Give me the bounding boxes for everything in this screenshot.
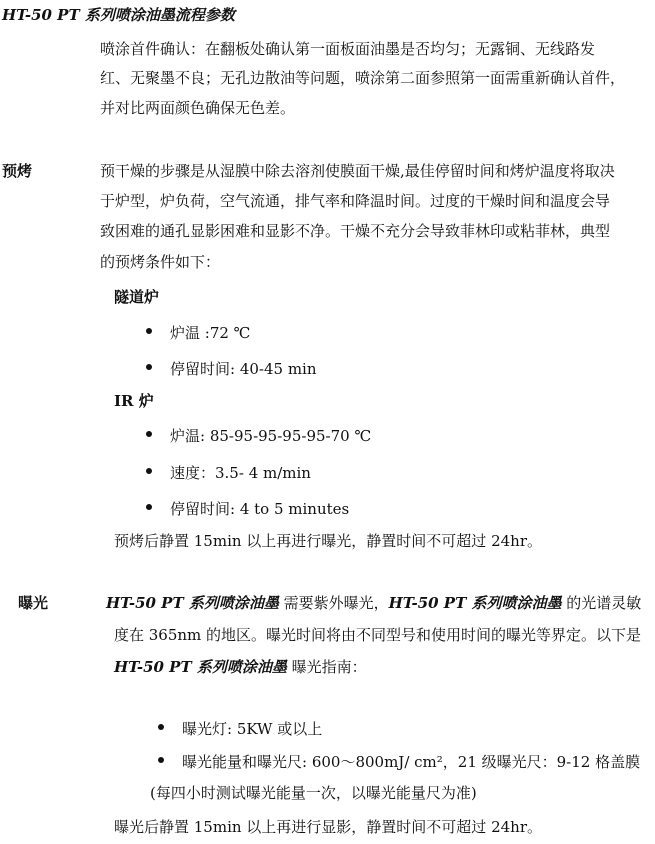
tunnel-bullet-temp-text: 炉温 :72 ℃ bbox=[170, 324, 251, 342]
exposure-bullet-lamp-text: 曝光灯: 5KW 或以上 bbox=[182, 720, 323, 738]
exposure-note: 曝光后静置 15min 以上再进行显影，静置时间不可超过 24hr。 bbox=[114, 818, 542, 836]
bullet-dot bbox=[146, 364, 152, 370]
tunnel-bullet-time-text: 停留时间: 40-45 min bbox=[170, 360, 317, 378]
ir-bullet-time-text: 停留时间: 4 to 5 minutes bbox=[170, 500, 350, 518]
exposure-bullet-energy bbox=[182, 751, 640, 772]
document-title: HT-50 PT 系列喷涂油墨流程参数 bbox=[2, 6, 235, 24]
exposure-line-2: 度在 365nm 的地区。曝光时间将由不同型号和使用时间的曝光等界定。以下是 bbox=[114, 626, 642, 644]
ir-bullet-temp-text: 炉温: 85-95-95-95-95-70 ℃ bbox=[170, 427, 372, 445]
prebake-note: 预烤后静置 15min 以上再进行曝光，静置时间不可超过 24hr。 bbox=[114, 532, 542, 550]
prebake-line-2: 于炉型，炉负荷，空气流通，排气率和降温时间。过度的干燥时间和温度会导 bbox=[100, 192, 611, 210]
exposure-line-1-a: 需要紫外曝光， bbox=[278, 594, 389, 612]
exposure-line-3-b: 曝光指南： bbox=[286, 658, 367, 676]
prebake-label: 预烤 bbox=[2, 162, 33, 180]
intro-line-3: 并对比两面颜色确保无色差。 bbox=[100, 99, 296, 117]
exposure-label: 曝光 bbox=[18, 594, 49, 612]
ir-bullet-speed bbox=[170, 462, 311, 483]
bullet-dot bbox=[146, 468, 152, 474]
ir-oven-heading: IR 炉 bbox=[114, 392, 154, 410]
exposure-paren-note: (每四小时测试曝光能量一次，以曝光能量尺为准) bbox=[150, 784, 477, 802]
tunnel-bullet-time bbox=[170, 358, 317, 379]
prebake-line-1: 预干燥的步骤是从湿膜中除去溶剂使膜面干燥,最佳停留时间和烤炉温度将取决 bbox=[100, 162, 615, 180]
exposure-bullet-lamp bbox=[182, 718, 322, 739]
intro-line-2: 红、无聚墨不良；无孔边散油等问题，喷涂第二面参照第一面需重新确认首件， bbox=[100, 69, 626, 87]
ir-bullet-time bbox=[170, 498, 349, 519]
bullet-dot bbox=[146, 504, 152, 510]
product-name: HT-50 PT 系列喷涂油墨 bbox=[114, 658, 287, 676]
bullet-dot bbox=[146, 328, 152, 334]
bullet-dot bbox=[158, 724, 164, 730]
exposure-bullet-energy-text: 曝光能量和曝光尺: 600～800mJ/ cm²，21 级曝光尺：9-12 格盖膜 bbox=[182, 753, 641, 771]
bullet-dot bbox=[146, 431, 152, 437]
tunnel-bullet-temp bbox=[170, 322, 250, 343]
ir-bullet-speed-text: 速度：3.5- 4 m/min bbox=[170, 464, 311, 482]
bullet-dot bbox=[158, 757, 164, 763]
prebake-line-4: 的预烤条件如下： bbox=[100, 253, 221, 271]
exposure-line-1 bbox=[106, 592, 641, 613]
intro-line-1: 喷涂首件确认：在翻板处确认第一面板面油墨是否均匀；无露铜、无线路发 bbox=[100, 40, 596, 58]
prebake-line-3: 致困难的通孔显影困难和显影不净。干燥不充分会导致菲林印或粘菲林，典型 bbox=[100, 222, 611, 240]
exposure-line-3 bbox=[114, 656, 367, 677]
ir-bullet-temp bbox=[170, 425, 371, 446]
product-name: HT-50 PT 系列喷涂油墨 bbox=[106, 594, 279, 612]
product-name: HT-50 PT 系列喷涂油墨 bbox=[388, 594, 562, 612]
tunnel-oven-heading: 隧道炉 bbox=[114, 288, 160, 306]
exposure-line-1-b: 的光谱灵敏 bbox=[561, 594, 642, 612]
